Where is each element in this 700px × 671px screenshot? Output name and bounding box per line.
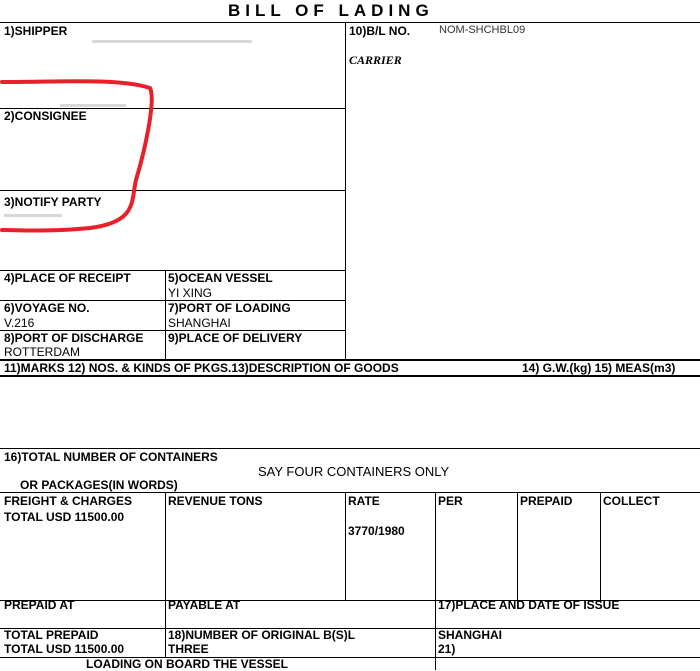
freight-charges-label: FREIGHT & CHARGES bbox=[4, 494, 133, 508]
port-loading-value: SHANGHAI bbox=[168, 316, 231, 330]
place-delivery-label: 9)PLACE OF DELIVERY bbox=[168, 331, 303, 345]
ocean-vessel-value: YI XING bbox=[168, 286, 213, 300]
field-21-label: 21) bbox=[438, 642, 456, 656]
prepaid-at-label: PREPAID AT bbox=[4, 598, 75, 612]
bl-no-label: 10)B/L NO. bbox=[349, 24, 411, 38]
total-prepaid-label: TOTAL PREPAID bbox=[4, 628, 99, 642]
port-discharge-value: ROTTERDAM bbox=[4, 345, 80, 359]
per-label: PER bbox=[438, 494, 463, 508]
voyage-value: V.216 bbox=[4, 316, 35, 330]
total-prepaid-value: TOTAL USD 11500.00 bbox=[4, 642, 125, 656]
num-original-bl-label: 18)NUMBER OF ORIGINAL B(S)L bbox=[168, 628, 356, 642]
rate-value: 3770/1980 bbox=[348, 524, 405, 538]
place-date-issue-label: 17)PLACE AND DATE OF ISSUE bbox=[438, 598, 620, 612]
revenue-tons-label: REVENUE TONS bbox=[168, 494, 263, 508]
prepaid-label: PREPAID bbox=[520, 494, 573, 508]
rate-label: RATE bbox=[348, 494, 380, 508]
voyage-label: 6)VOYAGE NO. bbox=[4, 301, 90, 315]
ocean-vessel-label: 5)OCEAN VESSEL bbox=[168, 271, 273, 285]
consignee-label: 2)CONSIGNEE bbox=[4, 109, 87, 123]
bl-no-value: NOM-SHCHBL09 bbox=[439, 24, 526, 36]
notify-party-label: 3)NOTIFY PARTY bbox=[4, 195, 102, 209]
place-of-receipt-label: 4)PLACE OF RECEIPT bbox=[4, 271, 131, 285]
packages-in-words-label: OR PACKAGES(IN WORDS) bbox=[20, 478, 178, 492]
goods-header-weights: 14) G.W.(kg) 15) MEAS(m3) bbox=[522, 361, 676, 375]
freight-total-value: TOTAL USD 11500.00 bbox=[4, 510, 125, 524]
collect-label: COLLECT bbox=[603, 494, 660, 508]
port-discharge-label: 8)PORT OF DISCHARGE bbox=[4, 331, 144, 345]
issue-place-value: SHANGHAI bbox=[438, 628, 503, 642]
total-containers-label: 16)TOTAL NUMBER OF CONTAINERS bbox=[4, 450, 218, 464]
payable-at-label: PAYABLE AT bbox=[168, 598, 241, 612]
shipper-label: 1)SHIPPER bbox=[4, 24, 68, 38]
loading-on-board-label: LOADING ON BOARD THE VESSEL bbox=[86, 657, 289, 671]
document-title: BILL OF LADING bbox=[228, 1, 434, 20]
goods-header-marks-desc: 11)MARKS 12) NOS. & KINDS OF PKGS.13)DESCRIPTION OF GOODS bbox=[4, 361, 399, 375]
port-loading-label: 7)PORT OF LOADING bbox=[168, 301, 291, 315]
carrier-label: CARRIER bbox=[349, 53, 402, 67]
num-original-bl-value: THREE bbox=[168, 642, 209, 656]
total-containers-value: SAY FOUR CONTAINERS ONLY bbox=[258, 464, 450, 479]
